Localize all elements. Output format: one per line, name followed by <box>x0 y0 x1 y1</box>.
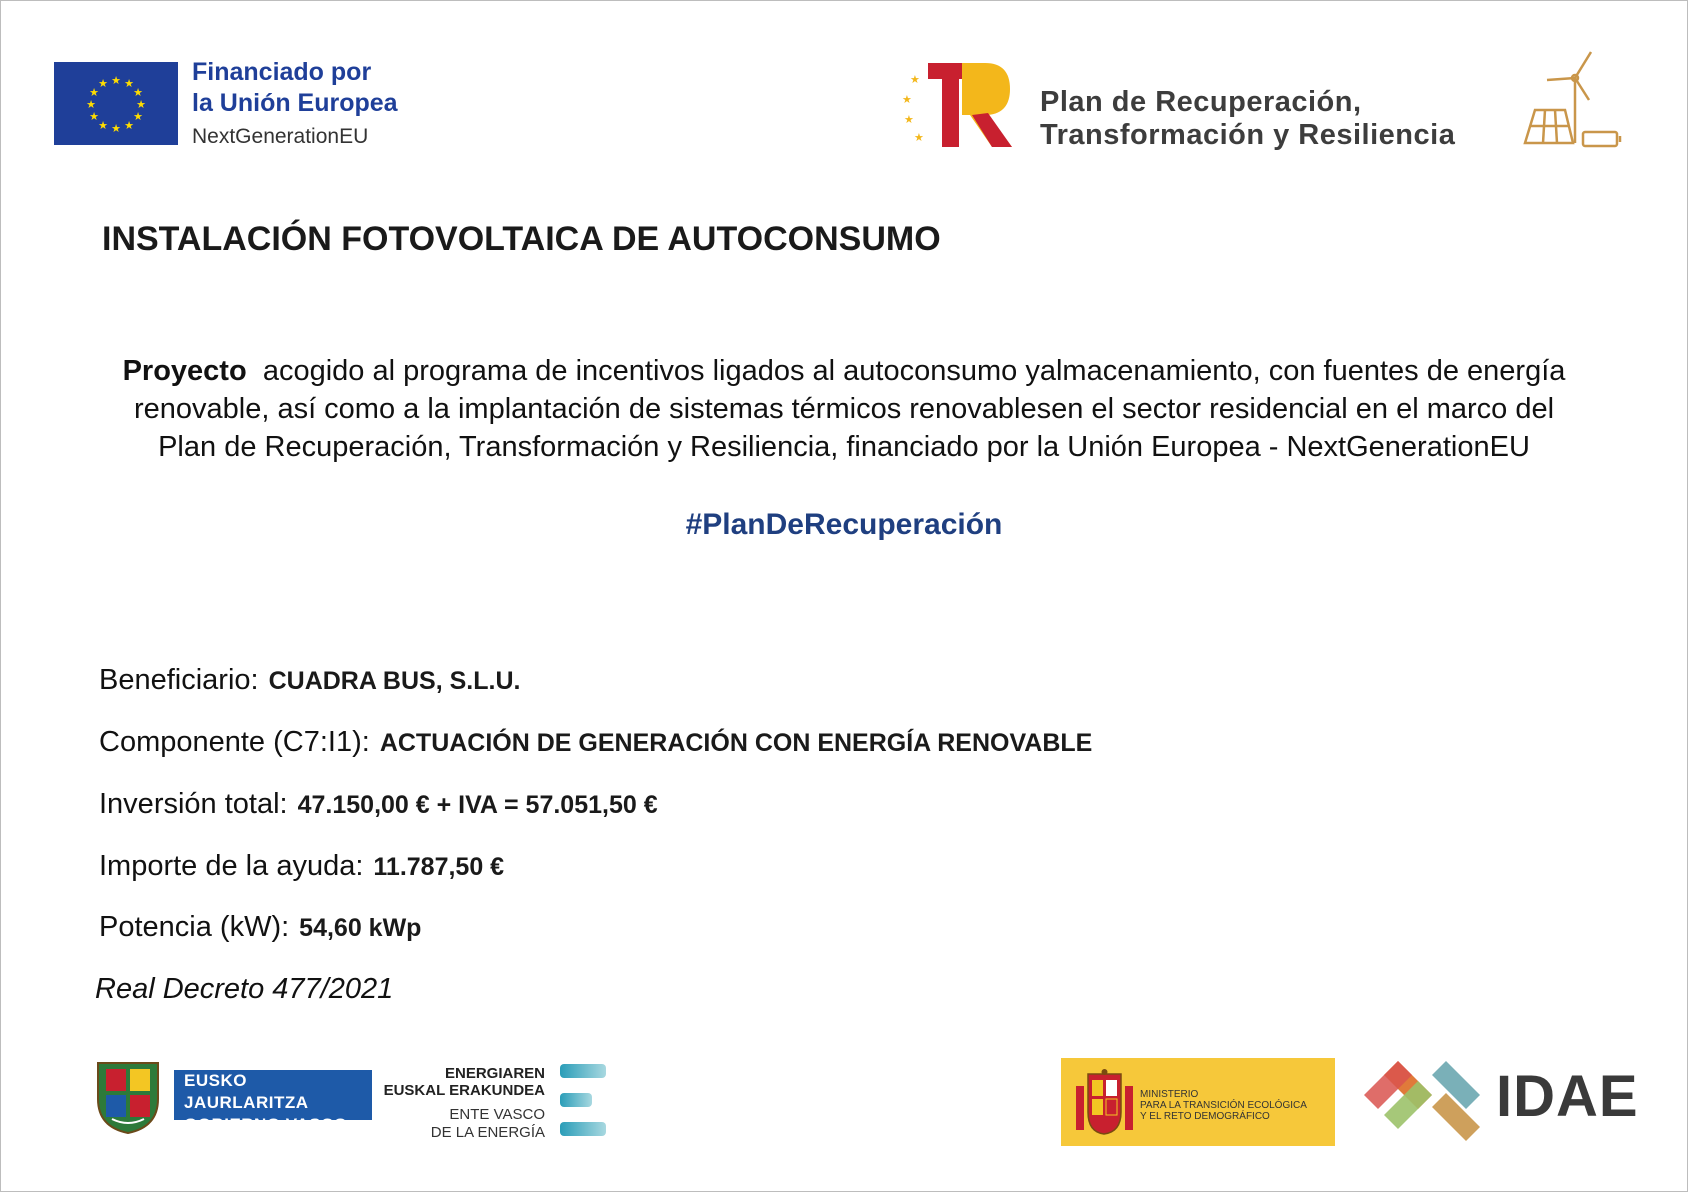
field-label: Beneficiario: <box>99 664 259 696</box>
gobierno-vasco-line1: EUSKO JAURLARITZA <box>184 1071 309 1112</box>
prtr-title-line2: Transformación y Resiliencia <box>1040 119 1456 151</box>
gobierno-vasco-shield-icon <box>92 1057 164 1135</box>
eve-line3: ENTE VASCO <box>449 1106 545 1123</box>
eve-line2: EUSKAL ERAKUNDEA <box>383 1082 545 1099</box>
description-lead: Proyecto <box>122 355 247 387</box>
field-label: Inversión total: <box>99 788 288 820</box>
svg-text:★: ★ <box>904 113 914 126</box>
solar-wind-icon <box>1515 48 1625 158</box>
svg-text:★: ★ <box>89 86 99 99</box>
eu-funding-line2: la Unión Europea <box>192 89 398 117</box>
prtr-logo <box>900 55 1015 155</box>
hashtag: #PlanDeRecuperación <box>685 508 1003 541</box>
svg-text:★: ★ <box>89 110 99 123</box>
svg-text:★: ★ <box>98 77 108 90</box>
field-value: CUADRA BUS, S.L.U. <box>268 667 521 695</box>
field-beneficiario <box>99 664 520 697</box>
eu-funding-line3: NextGenerationEU <box>192 125 369 148</box>
svg-text:★: ★ <box>111 122 121 135</box>
eve-line1: ENERGIAREN <box>444 1065 545 1082</box>
field-label: Componente (C7:I1): <box>99 726 370 758</box>
field-value: 47.150,00 € + IVA = 57.051,50 € <box>297 791 658 819</box>
gobierno-vasco-line2: GOBIERNO VASCO <box>184 1115 348 1134</box>
svg-text:★: ★ <box>910 73 920 86</box>
svg-text:★: ★ <box>124 119 134 132</box>
document-title: INSTALACIÓN FOTOVOLTAICA DE AUTOCONSUMO <box>102 220 941 258</box>
svg-text:★: ★ <box>136 98 146 111</box>
project-description <box>60 352 1628 466</box>
field-value: 54,60 kWp <box>299 914 422 942</box>
ministerio-line1: MINISTERIO <box>1140 1089 1199 1100</box>
svg-text:★: ★ <box>902 93 912 106</box>
gobierno-vasco-logo <box>174 1070 372 1134</box>
eu-funding-line1: Financiado por <box>192 58 372 86</box>
field-label: Potencia (kW): <box>99 911 290 943</box>
svg-text:★: ★ <box>133 110 143 123</box>
field-inversion <box>99 788 658 821</box>
svg-text:★: ★ <box>133 86 143 99</box>
field-label: Importe de la ayuda: <box>99 850 364 882</box>
svg-text:★: ★ <box>86 98 96 111</box>
ministerio-line3: Y EL RETO DEMOGRÁFICO <box>1140 1111 1270 1122</box>
eve-logo-mark-icon <box>556 1060 610 1140</box>
decree-reference: Real Decreto 477/2021 <box>95 973 394 1005</box>
description-line1: acogido al programa de incentivos ligados al autoconsumo yalmacenamiento, con fuentes de energía <box>262 355 1566 387</box>
field-componente <box>99 726 1092 759</box>
field-value: 11.787,50 € <box>373 853 505 881</box>
field-importe <box>99 850 504 883</box>
svg-text:★: ★ <box>124 77 134 90</box>
idae-logo-mark-icon <box>1358 1055 1488 1147</box>
idae-logo-text: IDAE <box>1496 1064 1639 1129</box>
eu-flag-logo <box>54 62 178 145</box>
ministerio-text <box>1140 1089 1307 1122</box>
field-potencia <box>99 911 421 944</box>
field-value: ACTUACIÓN DE GENERACIÓN CON ENERGÍA RENOVABLE <box>379 729 1093 757</box>
svg-text:★: ★ <box>98 119 108 132</box>
svg-text:★: ★ <box>914 131 924 144</box>
svg-text:★: ★ <box>111 74 121 87</box>
prtr-title-line1: Plan de Recuperación, <box>1040 86 1362 118</box>
eve-line4: DE LA ENERGÍA <box>430 1124 545 1141</box>
ministerio-line2: PARA LA TRANSICIÓN ECOLÓGICA <box>1140 1100 1307 1111</box>
spain-coat-of-arms-icon <box>1072 1068 1137 1138</box>
description-line3: Plan de Recuperación, Transformación y Resiliencia, financiado por la Unión Europea - NextGenerationEU <box>158 431 1530 463</box>
description-line2: renovable, así como a la implantación de sistemas térmicos renovablesen el sector residencial en el marco del <box>133 393 1555 425</box>
